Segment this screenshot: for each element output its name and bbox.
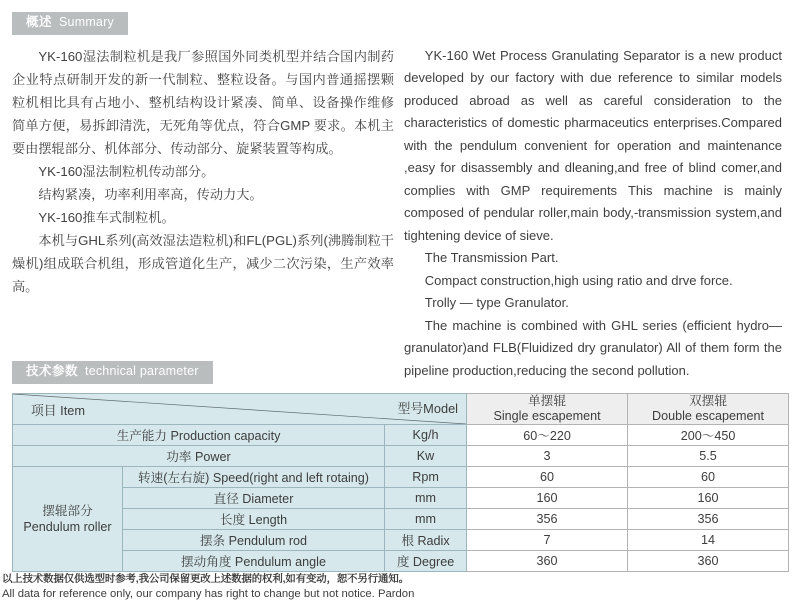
technical-parameter-section <box>12 361 788 572</box>
table-row <box>13 550 789 571</box>
header-double-en: Double escapement <box>652 408 765 423</box>
table-row <box>13 445 789 466</box>
row-double-diameter: 160 <box>628 487 789 508</box>
specification-table <box>12 393 789 572</box>
summary-en-paragraph-2: The Transmission Part. <box>424 250 559 266</box>
summary-cn-paragraph-1: YK-160湿法制粒机是我厂参照国外同类机型并结合国内制药企业特点研制开发的新一代制粒、整粒设备。与国内普通摇摆颗粒机相比具有占地小、整机结构设计紧凑、简单、设备操作维修简单方便，易拆卸清洗，无死角等优点，符合GMP 要求。本机主要由摆辊部分、机体部分、传动部分、旋紧装置等构成。 <box>12 48 394 156</box>
row-single-production-capacity: 60～220 <box>467 424 628 445</box>
summary-cn-paragraph-4: YK-160推车式制粒机。 <box>38 209 175 225</box>
summary-section-badge <box>12 12 128 35</box>
row-name-speed: 转速(左右旋) Speed(right and left rotaing) <box>123 466 385 487</box>
tech-badge-en: technical parameter <box>85 364 199 378</box>
tech-badge-cn: 技术参数 <box>26 364 79 378</box>
summary-cn-paragraph-2: YK-160湿法制粒机传动部分。 <box>38 163 215 179</box>
summary-section <box>12 12 792 382</box>
summary-chinese-column <box>12 45 404 383</box>
row-group-pendulum-roller <box>13 466 123 571</box>
table-row <box>13 466 789 487</box>
header-single-escapement <box>467 393 628 424</box>
summary-en-paragraph-3: Compact construction,high using ratio and drve force. <box>424 272 733 288</box>
header-model-label: 型号Model <box>397 400 459 416</box>
summary-cn-paragraph-3: 结构紧凑，功率利用率高，传动力大。 <box>38 186 263 202</box>
table-row <box>13 424 789 445</box>
header-single-en: Single escapement <box>493 408 601 423</box>
row-unit-power: Kw <box>385 445 467 466</box>
summary-en-paragraph-5: The machine is combined with GHL series (efficient hydro—granulator)and FLB(Fluidized dry granulator) All of them form the pipeline production,reducing the second pollution. <box>404 317 782 378</box>
row-double-power: 5.5 <box>628 445 789 466</box>
summary-badge-cn: 概述 <box>26 15 53 29</box>
header-item-label: 项目 Item <box>31 402 86 418</box>
row-single-pendulum-rod: 7 <box>467 529 628 550</box>
row-single-pendulum-angle: 360 <box>467 550 628 571</box>
footer-disclaimer <box>2 573 522 601</box>
row-single-diameter: 160 <box>467 487 628 508</box>
row-single-speed: 60 <box>467 466 628 487</box>
row-name-production-capacity: 生产能力 Production capacity <box>13 424 385 445</box>
row-single-power: 3 <box>467 445 628 466</box>
group-label-cn: 摆辊部分 <box>42 503 93 518</box>
row-double-production-capacity: 200～450 <box>628 424 789 445</box>
table-header-row <box>13 393 789 424</box>
row-double-pendulum-rod: 14 <box>628 529 789 550</box>
header-double-cn: 双摆辊 <box>689 393 727 408</box>
row-unit-pendulum-rod: 根 Radix <box>385 529 467 550</box>
table-row <box>13 487 789 508</box>
row-unit-diameter: mm <box>385 487 467 508</box>
summary-columns <box>12 45 792 383</box>
summary-cn-paragraph-5: 本机与GHL系列(高效湿法造粒机)和FL(PGL)系列(沸腾制粒干燥机)组成联合机组，形成管道化生产，减少二次污染，生产效率高。 <box>12 232 394 294</box>
row-unit-production-capacity: Kg/h <box>385 424 467 445</box>
row-unit-pendulum-angle: 度 Degree <box>385 550 467 571</box>
row-name-power: 功率 Power <box>13 445 385 466</box>
footer-disclaimer-cn: 以上技术数据仅供选型时参考,我公司保留更改上述数据的权利,如有变动，恕不另行通知。 <box>2 574 409 585</box>
table-row <box>13 508 789 529</box>
row-unit-length: mm <box>385 508 467 529</box>
row-name-length: 长度 Length <box>123 508 385 529</box>
row-name-pendulum-rod: 摆条 Pendulum rod <box>123 529 385 550</box>
row-single-length: 356 <box>467 508 628 529</box>
group-label-en: Pendulum roller <box>23 519 112 534</box>
row-double-length: 356 <box>628 508 789 529</box>
tech-section-badge <box>12 361 213 384</box>
footer-disclaimer-en: All data for reference only, our company has right to change but not notice. Pardon <box>2 588 415 600</box>
summary-en-paragraph-1: YK-160 Wet Process Granulating Separator is a new product developed by our factory with due reference to similar models produced abroad as well as careful consideration to the characteristics of domestic pharmaceutics enterprises.Compared with the pendulum convenient for operation and maintenance ,easy for disassembly and dleaning,and free of blind comer,and complies with GMP requirements This machine is mainly composed of pendular roller,main body,-transmission system,and tightening device of sieve. <box>404 47 782 243</box>
row-name-pendulum-angle: 摆动角度 Pendulum angle <box>123 550 385 571</box>
row-unit-speed: Rpm <box>385 466 467 487</box>
summary-english-column <box>404 45 782 383</box>
row-double-speed: 60 <box>628 466 789 487</box>
row-double-pendulum-angle: 360 <box>628 550 789 571</box>
summary-badge-en: Summary <box>59 15 114 29</box>
header-single-cn: 单摆辊 <box>528 393 566 408</box>
header-item-model-cell <box>13 393 467 424</box>
header-double-escapement <box>628 393 789 424</box>
table-row <box>13 529 789 550</box>
summary-en-paragraph-4: Trolly — type Granulator. <box>424 295 569 311</box>
row-name-diameter: 直径 Diameter <box>123 487 385 508</box>
